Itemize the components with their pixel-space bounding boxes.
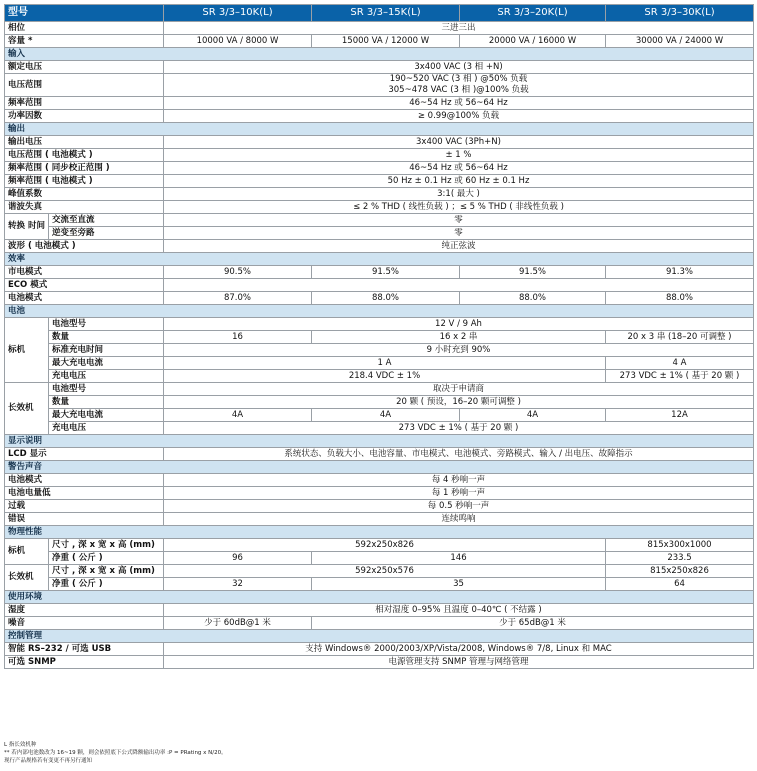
footnote-line: 现行产品规格若有变更不再另行通知 bbox=[4, 758, 93, 764]
row-sub-label: 充电电压 bbox=[49, 370, 164, 383]
spec-row bbox=[5, 513, 754, 526]
row-sub-label: 尺寸 , 深 x 宽 x 高 (mm) bbox=[49, 565, 164, 578]
spec-value: 3:1( 最大 ) bbox=[164, 188, 754, 201]
spec-value: 3x400 VAC (3 相 +N) bbox=[164, 61, 754, 74]
spec-table bbox=[4, 4, 754, 669]
spec-row bbox=[5, 214, 754, 227]
spec-value: 20000 VA / 16000 W bbox=[460, 35, 606, 48]
spec-value: 233.5 bbox=[606, 552, 754, 565]
spec-row bbox=[5, 643, 754, 656]
footnote-line: ** 若内部电池数改为 16~19 颗，则会依照底下公式降额输出功率 :P = PRating x N/20。 bbox=[4, 750, 227, 756]
row-group-label: 长效机 bbox=[5, 565, 49, 591]
row-sub-label: 净重 ( 公斤 ) bbox=[49, 552, 164, 565]
row-sub-label: 净重 ( 公斤 ) bbox=[49, 578, 164, 591]
row-label: 可选 SNMP bbox=[5, 656, 164, 669]
footnote-line: L 指长效机种 bbox=[4, 742, 37, 748]
spec-row bbox=[5, 578, 754, 591]
spec-value: 连续鸣响 bbox=[164, 513, 754, 526]
spec-value: 815x250x826 bbox=[606, 565, 754, 578]
spec-value: 4A bbox=[312, 409, 460, 422]
spec-row bbox=[5, 370, 754, 383]
spec-value: ≤ 2 % THD ( 线性负载 ) ；≤ 5 % THD ( 非线性负载 ) bbox=[164, 201, 754, 214]
spec-value: 15000 VA / 12000 W bbox=[312, 35, 460, 48]
spec-value: 88.0% bbox=[606, 292, 754, 305]
row-label: 谐波失真 bbox=[5, 201, 164, 214]
spec-value: 50 Hz ± 0.1 Hz 或 60 Hz ± 0.1 Hz bbox=[164, 175, 754, 188]
spec-value: 每 1 秒响一声 bbox=[164, 487, 754, 500]
row-group-label: 标机 bbox=[5, 318, 49, 383]
spec-value: 592x250x576 bbox=[164, 565, 606, 578]
spec-value: 273 VDC ± 1% ( 基于 20 颗 ) bbox=[164, 422, 754, 435]
section-title: 控制管理 bbox=[5, 630, 754, 643]
spec-value: 少于 65dB@1 米 bbox=[312, 617, 754, 630]
spec-value: 88.0% bbox=[312, 292, 460, 305]
header-label: 型号 bbox=[5, 5, 164, 22]
spec-row bbox=[5, 617, 754, 630]
spec-value: 64 bbox=[606, 578, 754, 591]
row-group-label: 标机 bbox=[5, 539, 49, 565]
spec-value: 纯正弦波 bbox=[164, 240, 754, 253]
section-title: 输出 bbox=[5, 123, 754, 136]
section-row bbox=[5, 591, 754, 604]
row-label: 湿度 bbox=[5, 604, 164, 617]
spec-value: 三进三出 bbox=[164, 22, 754, 35]
spec-row bbox=[5, 97, 754, 110]
spec-value: 12 V / 9 Ah bbox=[164, 318, 754, 331]
spec-value bbox=[164, 279, 754, 292]
section-row bbox=[5, 123, 754, 136]
spec-row bbox=[5, 331, 754, 344]
header-row bbox=[5, 5, 754, 22]
spec-row bbox=[5, 266, 754, 279]
row-label: 智能 RS–232 / 可选 USB bbox=[5, 643, 164, 656]
spec-value: 87.0% bbox=[164, 292, 312, 305]
row-sub-label: 数量 bbox=[49, 331, 164, 344]
row-label: 过载 bbox=[5, 500, 164, 513]
row-label: 市电模式 bbox=[5, 266, 164, 279]
row-label: 频率范围 bbox=[5, 97, 164, 110]
row-label: 电池模式 bbox=[5, 474, 164, 487]
spec-value: 815x300x1000 bbox=[606, 539, 754, 552]
spec-row bbox=[5, 318, 754, 331]
row-sub-label: 电池型号 bbox=[49, 318, 164, 331]
spec-row bbox=[5, 279, 754, 292]
spec-value-line: 305~478 VAC (3 相 )@100% 负载 bbox=[388, 85, 529, 95]
spec-value: 16 x 2 串 bbox=[312, 331, 606, 344]
spec-table-body bbox=[5, 5, 754, 669]
row-label: LCD 显示 bbox=[5, 448, 164, 461]
spec-value: 12A bbox=[606, 409, 754, 422]
spec-row bbox=[5, 500, 754, 513]
row-label: ECO 模式 bbox=[5, 279, 164, 292]
row-label: 电压范围 bbox=[5, 74, 164, 97]
row-sub-label: 标准充电时间 bbox=[49, 344, 164, 357]
row-group-label: 长效机 bbox=[5, 383, 49, 435]
spec-value: 零 bbox=[164, 214, 754, 227]
spec-row bbox=[5, 396, 754, 409]
section-title: 使用环境 bbox=[5, 591, 754, 604]
spec-row bbox=[5, 292, 754, 305]
row-group-label: 转换 时间 bbox=[5, 214, 49, 240]
spec-value: 10000 VA / 8000 W bbox=[164, 35, 312, 48]
spec-value: 96 bbox=[164, 552, 312, 565]
spec-value: 218.4 VDC ± 1% bbox=[164, 370, 606, 383]
spec-value: 592x250x826 bbox=[164, 539, 606, 552]
model-name: SR 3/3–15K(L) bbox=[312, 5, 460, 22]
row-label: 容量 * bbox=[5, 35, 164, 48]
row-sub-label: 数量 bbox=[49, 396, 164, 409]
spec-row bbox=[5, 552, 754, 565]
spec-value: 1 A bbox=[164, 357, 606, 370]
spec-value: 少于 60dB@1 米 bbox=[164, 617, 312, 630]
spec-value: ± 1 % bbox=[164, 149, 754, 162]
spec-value: 91.5% bbox=[312, 266, 460, 279]
spec-row bbox=[5, 565, 754, 578]
spec-value: 20 x 3 串 (18–20 可调整 ) bbox=[606, 331, 754, 344]
model-name: SR 3/3–10K(L) bbox=[164, 5, 312, 22]
spec-row bbox=[5, 422, 754, 435]
spec-value bbox=[164, 74, 754, 97]
spec-value: 20 颗 ( 预设，16–20 颗可调整 ) bbox=[164, 396, 754, 409]
row-sub-label: 交流至直流 bbox=[49, 214, 164, 227]
spec-value: 46~54 Hz 或 56~64 Hz bbox=[164, 97, 754, 110]
row-sub-label: 尺寸 , 深 x 宽 x 高 (mm) bbox=[49, 539, 164, 552]
row-sub-label: 电池型号 bbox=[49, 383, 164, 396]
spec-value: 3x400 VAC (3Ph+N) bbox=[164, 136, 754, 149]
spec-row bbox=[5, 227, 754, 240]
spec-row bbox=[5, 149, 754, 162]
spec-value: 每 0.5 秒响一声 bbox=[164, 500, 754, 513]
spec-value: 9 小时充到 90% bbox=[164, 344, 754, 357]
spec-value: ≥ 0.99@100% 负载 bbox=[164, 110, 754, 123]
spec-row bbox=[5, 474, 754, 487]
spec-value: 4A bbox=[164, 409, 312, 422]
spec-row bbox=[5, 162, 754, 175]
spec-row bbox=[5, 175, 754, 188]
section-title: 输入 bbox=[5, 48, 754, 61]
row-label: 输出电压 bbox=[5, 136, 164, 149]
spec-row bbox=[5, 74, 754, 97]
spec-row bbox=[5, 357, 754, 370]
row-label: 频率范围 ( 电池模式 ) bbox=[5, 175, 164, 188]
row-label: 电压范围 ( 电池模式 ) bbox=[5, 149, 164, 162]
spec-value: 30000 VA / 24000 W bbox=[606, 35, 754, 48]
spec-value: 146 bbox=[312, 552, 606, 565]
model-name: SR 3/3–30K(L) bbox=[606, 5, 754, 22]
row-label: 波形 ( 电池模式 ) bbox=[5, 240, 164, 253]
spec-row bbox=[5, 604, 754, 617]
section-title: 电池 bbox=[5, 305, 754, 318]
spec-value: 系统状态、负载大小、电池容量、市电模式、电池模式、旁路模式、输入 / 出电压、故障指示 bbox=[164, 448, 754, 461]
spec-value-line: 190~520 VAC (3 相 ) @50% 负载 bbox=[389, 74, 528, 85]
section-row bbox=[5, 305, 754, 318]
spec-value: 16 bbox=[164, 331, 312, 344]
spec-row bbox=[5, 448, 754, 461]
spec-value: 每 4 秒响一声 bbox=[164, 474, 754, 487]
spec-row bbox=[5, 656, 754, 669]
spec-row bbox=[5, 201, 754, 214]
row-sub-label: 充电电压 bbox=[49, 422, 164, 435]
spec-value: 32 bbox=[164, 578, 312, 591]
spec-row bbox=[5, 240, 754, 253]
section-title: 物理性能 bbox=[5, 526, 754, 539]
spec-row bbox=[5, 188, 754, 201]
section-title: 警告声音 bbox=[5, 461, 754, 474]
spec-row bbox=[5, 136, 754, 149]
spec-row bbox=[5, 344, 754, 357]
spec-value: 46~54 Hz 或 56~64 Hz bbox=[164, 162, 754, 175]
spec-value: 电源管理支持 SNMP 管理与网络管理 bbox=[164, 656, 754, 669]
section-row bbox=[5, 435, 754, 448]
section-title: 显示说明 bbox=[5, 435, 754, 448]
spec-value: 相对湿度 0–95% 且温度 0–40℃ ( 不结露 ) bbox=[164, 604, 754, 617]
model-name: SR 3/3–20K(L) bbox=[460, 5, 606, 22]
section-row bbox=[5, 461, 754, 474]
spec-row bbox=[5, 110, 754, 123]
row-label: 相位 bbox=[5, 22, 164, 35]
row-label: 额定电压 bbox=[5, 61, 164, 74]
section-row bbox=[5, 526, 754, 539]
spec-value: 90.5% bbox=[164, 266, 312, 279]
row-sub-label: 最大充电电流 bbox=[49, 409, 164, 422]
spec-row bbox=[5, 22, 754, 35]
spec-row bbox=[5, 383, 754, 396]
row-label: 错误 bbox=[5, 513, 164, 526]
row-label: 噪音 bbox=[5, 617, 164, 630]
spec-row bbox=[5, 35, 754, 48]
row-label: 电池模式 bbox=[5, 292, 164, 305]
row-sub-label: 最大充电电流 bbox=[49, 357, 164, 370]
row-label: 功率因数 bbox=[5, 110, 164, 123]
spec-value: 88.0% bbox=[460, 292, 606, 305]
spec-value: 91.3% bbox=[606, 266, 754, 279]
spec-row bbox=[5, 61, 754, 74]
row-label: 峰值系数 bbox=[5, 188, 164, 201]
section-row bbox=[5, 253, 754, 266]
spec-value: 91.5% bbox=[460, 266, 606, 279]
spec-row bbox=[5, 487, 754, 500]
section-row bbox=[5, 630, 754, 643]
spec-value: 273 VDC ± 1% ( 基于 20 颗 ) bbox=[606, 370, 754, 383]
spec-row bbox=[5, 539, 754, 552]
footnotes bbox=[4, 741, 227, 765]
spec-value: 4 A bbox=[606, 357, 754, 370]
spec-value: 取决于申请商 bbox=[164, 383, 754, 396]
section-title: 效率 bbox=[5, 253, 754, 266]
spec-value: 4A bbox=[460, 409, 606, 422]
spec-value: 支持 Windows® 2000/2003/XP/Vista/2008, Windows® 7/8, Linux 和 MAC bbox=[164, 643, 754, 656]
row-sub-label: 逆变至旁路 bbox=[49, 227, 164, 240]
spec-value: 零 bbox=[164, 227, 754, 240]
spec-value: 35 bbox=[312, 578, 606, 591]
spec-row bbox=[5, 409, 754, 422]
row-label: 电池电量低 bbox=[5, 487, 164, 500]
row-label: 频率范围 ( 同步校正范围 ) bbox=[5, 162, 164, 175]
section-row bbox=[5, 48, 754, 61]
